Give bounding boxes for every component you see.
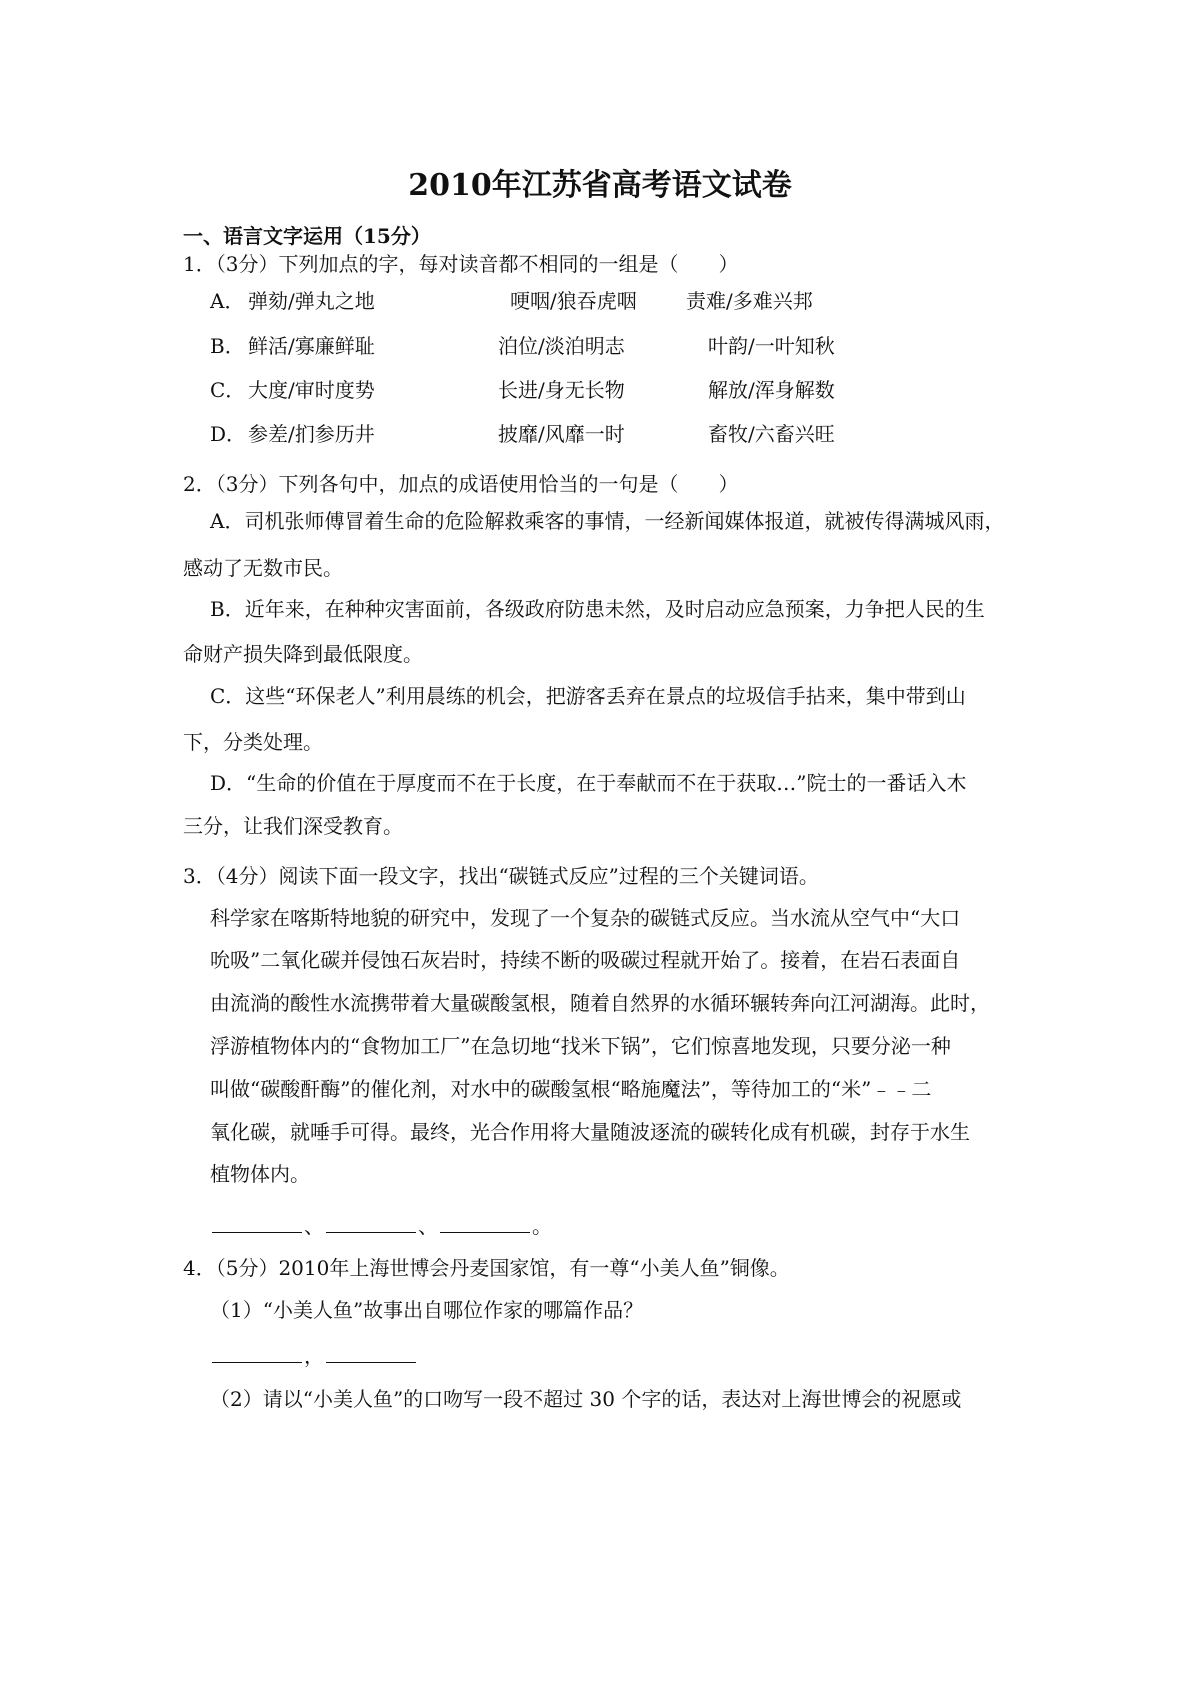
answer-blank[interactable]	[212, 1361, 302, 1363]
question-4-stem: 4．（5分）2010年上海世博会丹麦国家馆，有一尊“小美人鱼”铜像。	[183, 1256, 790, 1280]
q1-option-c-pair1: 大度/审时度势	[248, 378, 375, 402]
q3-passage-line: 吮吸”二氧化碳并侵蚀石灰岩时，持续不断的吸碳过程就开始了。接着，在岩石表面自	[210, 948, 961, 972]
q4-part-1: （1）“小美人鱼”故事出自哪位作家的哪篇作品？	[210, 1298, 644, 1322]
q1-option-d-pair3: 畜牧/六畜兴旺	[708, 422, 835, 446]
q1-option-b-pair1: 鲜活/寡廉鲜耻	[248, 334, 375, 358]
q3-passage-line: 由流淌的酸性水流携带着大量碳酸氢根，随着自然界的水循环辗转奔向江河湖海。此时，	[210, 991, 990, 1015]
question-1-stem: 1．（3分）下列加点的字，每对读音都不相同的一组是（ ）	[183, 252, 739, 276]
q1-option-d-pair1: 参差/扪参历井	[248, 422, 375, 446]
q1-option-c-pair2: 长进/身无长物	[498, 378, 625, 402]
q1-option-a-pair1: 弹劾/弹丸之地	[248, 289, 375, 313]
q1-option-b-pair2: 泊位/淡泊明志	[498, 334, 625, 358]
q1-option-b-pair3: 叶韵/一叶知秋	[708, 334, 835, 358]
q3-answer-blanks: 、 、 。	[210, 1210, 552, 1239]
q2-option-d-line2: 三分，让我们深受教育。	[183, 814, 403, 838]
q2-option-a-line2: 感动了无数市民。	[183, 556, 343, 580]
q3-passage-line: 科学家在喀斯特地貌的研究中，发现了一个复杂的碳链式反应。当水流从空气中“大口	[210, 906, 961, 930]
page-title: 2010年江苏省高考语文试卷	[408, 168, 792, 203]
q2-option-c-line2: 下，分类处理。	[183, 730, 323, 754]
q1-option-c-pair3: 解放/浑身解数	[708, 378, 835, 402]
q1-option-a-label: A．	[210, 289, 245, 313]
q1-option-a-pair2: 哽咽/狼吞虎咽	[510, 289, 637, 313]
section-heading: 一、语言文字运用（15分）	[183, 224, 431, 248]
q1-option-d-pair2: 披靡/风靡一时	[498, 422, 625, 446]
q1-option-a-pair3: 责难/多难兴邦	[686, 289, 813, 313]
q2-option-d-line1: D．“生命的价值在于厚度而不在于长度，在于奉献而不在于获取…”院士的一番话入木	[210, 771, 967, 795]
answer-blank[interactable]	[326, 1361, 416, 1363]
q4-part-1-answer: ，	[210, 1340, 418, 1369]
question-2-stem: 2．（3分）下列各句中，加点的成语使用恰当的一句是（ ）	[183, 472, 739, 496]
q3-passage-line: 氧化碳，就唾手可得。最终，光合作用将大量随波逐流的碳转化成有机碳，封存于水生	[210, 1120, 970, 1144]
q4-part-2: （2）请以“小美人鱼”的口吻写一段不超过 30 个字的话，表达对上海世博会的祝愿或	[210, 1387, 962, 1411]
q2-option-c-line1: C．这些“环保老人”利用晨练的机会，把游客丢弃在景点的垃圾信手拈来，集中带到山	[210, 684, 966, 708]
q1-option-c-label: C．	[210, 378, 246, 402]
q1-option-d-label: D．	[210, 422, 247, 446]
q3-passage-line: 叫做“碳酸酐酶”的催化剂，对水中的碳酸氢根“略施魔法”，等待加工的“米”﹣﹣二	[210, 1077, 932, 1101]
q3-passage-line: 浮游植物体内的“食物加工厂”在急切地“找米下锅”，它们惊喜地发现，只要分泌一种	[210, 1034, 951, 1058]
answer-blank[interactable]	[440, 1231, 530, 1233]
q2-option-b-line2: 命财产损失降到最低限度。	[183, 642, 423, 666]
q2-option-a-line1: A．司机张师傅冒着生命的危险解救乘客的事情，一经新闻媒体报道，就被传得满城风雨，	[210, 509, 1005, 533]
answer-blank[interactable]	[326, 1231, 416, 1233]
answer-blank[interactable]	[212, 1231, 302, 1233]
q3-passage-line: 植物体内。	[210, 1162, 310, 1186]
q2-option-b-line1: B．近年来，在种种灾害面前，各级政府防患未然，及时启动应急预案，力争把人民的生	[210, 597, 985, 621]
question-3-stem: 3．（4分）阅读下面一段文字，找出“碳链式反应”过程的三个关键词语。	[183, 864, 819, 888]
q1-option-b-label: B．	[210, 334, 245, 358]
